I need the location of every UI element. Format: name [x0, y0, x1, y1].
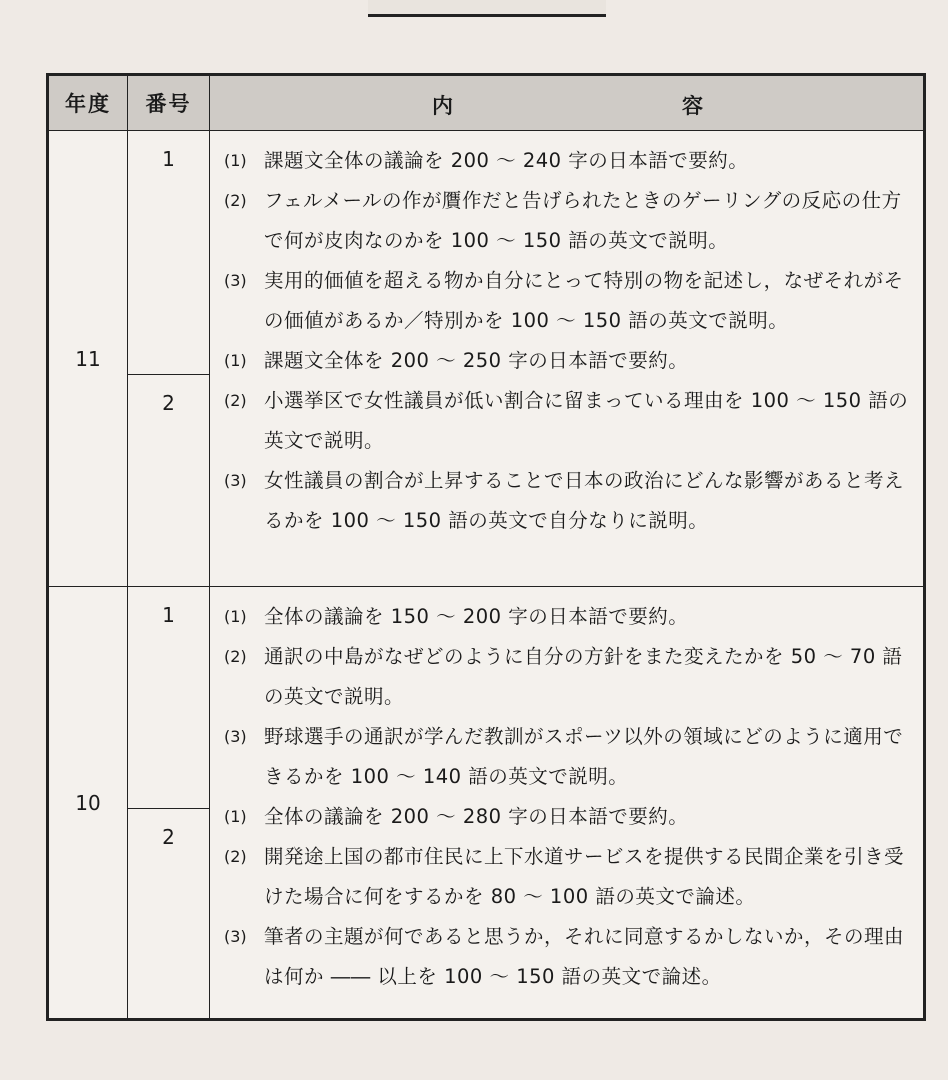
item-marker: (3)	[224, 927, 247, 946]
list-item	[224, 837, 909, 917]
item-marker: (1)	[224, 807, 247, 826]
item-marker: (3)	[224, 727, 247, 746]
item-text: 課題文全体を 200 ～ 250 字の日本語で要約。	[264, 349, 689, 372]
number-value: 1	[162, 603, 175, 627]
item-text: 課題文全体の議論を 200 ～ 240 字の日本語で要約。	[264, 149, 749, 172]
list-item	[224, 341, 909, 381]
header-year: 年度	[48, 75, 128, 131]
item-marker: (1)	[224, 351, 247, 370]
item-marker: (1)	[224, 151, 247, 170]
item-marker: (3)	[224, 271, 247, 290]
year-cell: 10	[48, 587, 128, 1020]
item-marker: (2)	[224, 391, 247, 410]
list-item	[224, 461, 909, 541]
item-text: 実用的価値を超える物か自分にとって特別の物を記述し，なぜそれがその価値があるか／特別かを 100 ～ 150 語の英文で説明。	[264, 269, 904, 332]
header-content-right: 容	[682, 94, 705, 118]
table-row	[48, 587, 925, 809]
item-marker: (2)	[224, 847, 247, 866]
item-text: 筆者の主題が何であると思うか，それに同意するかしないか，その理由は何か ―― 以上を 100 ～ 150 語の英文で論述。	[264, 925, 905, 988]
item-text: 開発途上国の都市住民に上下水道サービスを提供する民間企業を引き受けた場合に何をするかを 80 ～ 100 語の英文で論述。	[264, 845, 905, 908]
number-cell	[128, 131, 210, 375]
content-cell	[210, 131, 925, 587]
item-marker: (2)	[224, 647, 247, 666]
item-marker: (1)	[224, 607, 247, 626]
list-item	[224, 261, 909, 341]
number-value: 1	[162, 147, 175, 171]
table-header-row	[48, 75, 925, 131]
header-content	[210, 75, 925, 131]
list-item	[224, 717, 909, 797]
list-item	[224, 181, 909, 261]
list-item	[224, 597, 909, 637]
content-cell	[210, 587, 925, 1020]
item-marker: (2)	[224, 191, 247, 210]
table-row	[48, 131, 925, 375]
year-cell: 11	[48, 131, 128, 587]
list-item	[224, 917, 909, 997]
item-text: 通訳の中島がなぜどのように自分の方針をまた変えたかを 50 ～ 70 語の英文で説明。	[264, 645, 903, 708]
number-cell	[128, 809, 210, 1020]
item-marker: (3)	[224, 471, 247, 490]
header-content-left: 内	[432, 94, 455, 118]
number-value: 2	[162, 391, 175, 415]
list-item	[224, 797, 909, 837]
item-text: フェルメールの作が贋作だと告げられたときのゲーリングの反応の仕方で何が皮肉なのかを 100 ～ 150 語の英文で説明。	[264, 189, 902, 252]
number-value: 2	[162, 825, 175, 849]
list-item	[224, 637, 909, 717]
exam-content-table	[46, 73, 926, 1021]
item-text: 小選挙区で女性議員が低い割合に留まっている理由を 100 ～ 150 語の英文で説明。	[264, 389, 909, 452]
list-item	[224, 381, 909, 461]
section-heading-bar	[368, 0, 606, 17]
number-cell	[128, 375, 210, 587]
number-cell	[128, 587, 210, 809]
header-number: 番号	[128, 75, 210, 131]
item-text: 野球選手の通訳が学んだ教訓がスポーツ以外の領域にどのように適用できるかを 100 ～ 140 語の英文で説明。	[264, 725, 904, 788]
item-text: 全体の議論を 200 ～ 280 字の日本語で要約。	[264, 805, 689, 828]
item-text: 全体の議論を 150 ～ 200 字の日本語で要約。	[264, 605, 689, 628]
item-text: 女性議員の割合が上昇することで日本の政治にどんな影響があると考えるかを 100 ～ 150 語の英文で自分なりに説明。	[264, 469, 905, 532]
list-item	[224, 141, 909, 181]
